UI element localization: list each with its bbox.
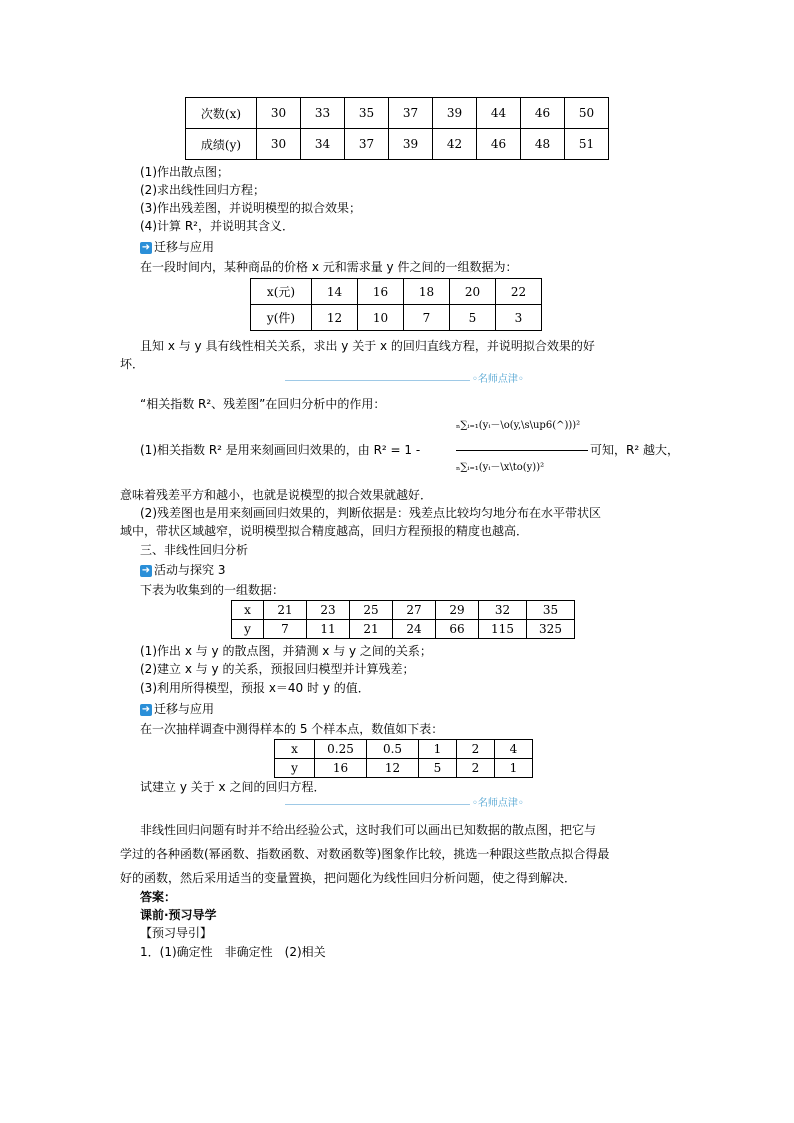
arrow-right-icon: ➜: [141, 241, 151, 253]
table-row: [186, 98, 609, 129]
transfer-heading-label: 迁移与应用: [154, 240, 215, 254]
table-cell: 3: [496, 305, 542, 331]
table-header-y: 成绩(y): [186, 129, 257, 160]
question-item: (3)作出残差图，并说明模型的拟合效果；: [140, 201, 361, 215]
table-cell: 325: [527, 620, 575, 639]
table-cell: 66: [436, 620, 479, 639]
table-cell: 115: [479, 620, 527, 639]
table-cell: 30: [257, 129, 301, 160]
table-cell: 1: [495, 759, 533, 778]
table-header-x: 次数(x): [186, 98, 257, 129]
table-cell: 4: [495, 740, 533, 759]
note-paragraph: (2)残差图也是用来刻画回归效果的，判断依据是：残差点比较均匀地分布在水平带状区: [140, 506, 602, 520]
table-row: [251, 305, 542, 331]
table-cell: 12: [312, 305, 358, 331]
table-cell: 48: [521, 129, 565, 160]
table-cell: 0.5: [367, 740, 419, 759]
table-collected-data: [231, 600, 575, 639]
table-cell: 29: [436, 601, 479, 620]
formula-denominator: ₙ∑ᵢ₌₁(yᵢ－\x\to(y))²: [456, 462, 545, 473]
divider: [285, 380, 470, 381]
note-paragraph: 学过的各种函数(幂函数、指数函数、对数函数等)图象作比较，挑选一种跟这些散点拟合得最: [120, 847, 610, 861]
table-cell: 50: [565, 98, 609, 129]
answers-item: 1．(1)确定性 非确定性 (2)相关: [140, 945, 326, 959]
table-header-y: y(件): [251, 305, 312, 331]
note-title: “相关指数 R²、残差图”在回归分析中的作用：: [140, 397, 386, 411]
answers-section: 课前·预习导学: [140, 908, 217, 922]
table-price-demand: [250, 278, 542, 331]
table-cell: 11: [307, 620, 350, 639]
table-row: [275, 759, 533, 778]
question-item: (1)作出 x 与 y 的散点图，并猜测 x 与 y 之间的关系；: [140, 644, 432, 658]
note-paragraph: 好的函数，然后采用适当的变量置换，把问题化为线性回归分析问题，使之得到解决．: [120, 871, 577, 885]
table-cell: 44: [477, 98, 521, 129]
answers-subsection: 【预习导引】: [140, 926, 213, 940]
table-header-x: x: [232, 601, 264, 620]
table-header-x: x(元): [251, 279, 312, 305]
table-cell: 7: [264, 620, 307, 639]
transfer-intro: 在一次抽样调查中测得样本的 5 个样本点，数值如下表：: [140, 722, 444, 736]
transfer-question: 且知 x 与 y 具有线性相关关系，求出 y 关于 x 的回归直线方程，并说明拟合效果的好: [140, 339, 595, 353]
table-cell: 5: [450, 305, 496, 331]
master-tips-logo: ◦名师点津◦: [472, 374, 524, 385]
table-cell: 51: [565, 129, 609, 160]
table-cell: 10: [358, 305, 404, 331]
table-attempts-scores: [185, 97, 609, 160]
table-cell: 24: [393, 620, 436, 639]
table-cell: 30: [257, 98, 301, 129]
answers-title: 答案：: [140, 890, 177, 904]
table-cell: 2: [457, 759, 495, 778]
table-cell: 37: [389, 98, 433, 129]
arrow-right-icon: ➜: [141, 703, 151, 715]
table-cell: 39: [389, 129, 433, 160]
table-cell: 5: [419, 759, 457, 778]
question-item: (2)建立 x 与 y 的关系，预报回归模型并计算残差；: [140, 662, 415, 676]
table-cell: 16: [315, 759, 367, 778]
table-sample-points: [274, 739, 533, 778]
table-cell: 14: [312, 279, 358, 305]
table-cell: 46: [477, 129, 521, 160]
table-cell: 32: [479, 601, 527, 620]
table-cell: 20: [450, 279, 496, 305]
table-cell: 21: [264, 601, 307, 620]
table-cell: 33: [301, 98, 345, 129]
question-item: (3)利用所得模型，预报 x＝40 时 y 的值．: [140, 681, 370, 695]
fraction-bar: [456, 450, 588, 451]
table-header-y: y: [275, 759, 315, 778]
master-tips-logo: ◦名师点津◦: [472, 798, 524, 809]
note-paragraph-cont: 可知，R² 越大，: [590, 443, 679, 457]
question-item: (4)计算 R²，并说明其含义．: [140, 219, 294, 233]
table-cell: 1: [419, 740, 457, 759]
table-cell: 34: [301, 129, 345, 160]
transfer-heading: [140, 238, 214, 256]
transfer-question-cont: 坏．: [120, 357, 145, 371]
table-cell: 42: [433, 129, 477, 160]
table-cell: 21: [350, 620, 393, 639]
table-cell: 27: [393, 601, 436, 620]
table-row: [232, 620, 575, 639]
table-cell: 23: [307, 601, 350, 620]
table-cell: 39: [433, 98, 477, 129]
table-row: [186, 129, 609, 160]
activity-heading-label: 活动与探究 3: [154, 563, 226, 577]
section-title: 三、非线性回归分析: [140, 543, 249, 557]
table-cell: 35: [345, 98, 389, 129]
question-item: (1)作出散点图；: [140, 165, 229, 179]
table-cell: 7: [404, 305, 450, 331]
note-paragraph: 域中，带状区域越窄，说明模型拟合精度越高，回归方程预报的精度也越高．: [120, 524, 529, 538]
note-paragraph: (1)相关指数 R² 是用来刻画回归效果的，由 R² = 1 -: [140, 443, 421, 457]
table-cell: 35: [527, 601, 575, 620]
transfer-intro: 在一段时间内，某种商品的价格 x 元和需求量 y 件之间的一组数据为：: [140, 260, 518, 274]
table-header-y: y: [232, 620, 264, 639]
table-row: [232, 601, 575, 620]
table-header-x: x: [275, 740, 315, 759]
formula-numerator: ₙ∑ᵢ₌₁(yᵢ－\o(y,\s\up6(^)))²: [456, 420, 581, 431]
divider: [285, 804, 470, 805]
table-row: [275, 740, 533, 759]
table-row: [251, 279, 542, 305]
table-cell: 22: [496, 279, 542, 305]
note-paragraph: 意味着残差平方和越小，也就是说模型的拟合效果就越好．: [120, 488, 433, 502]
transfer-heading-label: 迁移与应用: [154, 702, 215, 716]
note-paragraph: 非线性回归问题有时并不给出经验公式，这时我们可以画出已知数据的散点图，把它与: [140, 823, 597, 837]
arrow-right-icon: ➜: [141, 564, 151, 576]
table-cell: 12: [367, 759, 419, 778]
transfer-heading: [140, 700, 214, 718]
table-cell: 37: [345, 129, 389, 160]
activity-heading: [140, 561, 225, 579]
table-cell: 18: [404, 279, 450, 305]
table-cell: 2: [457, 740, 495, 759]
table-cell: 46: [521, 98, 565, 129]
activity-intro: 下表为收集到的一组数据：: [140, 583, 285, 597]
table-cell: 25: [350, 601, 393, 620]
table-cell: 0.25: [315, 740, 367, 759]
question-item: (2)求出线性回归方程；: [140, 183, 265, 197]
transfer-question: 试建立 y 关于 x 之间的回归方程．: [140, 780, 326, 794]
table-cell: 16: [358, 279, 404, 305]
